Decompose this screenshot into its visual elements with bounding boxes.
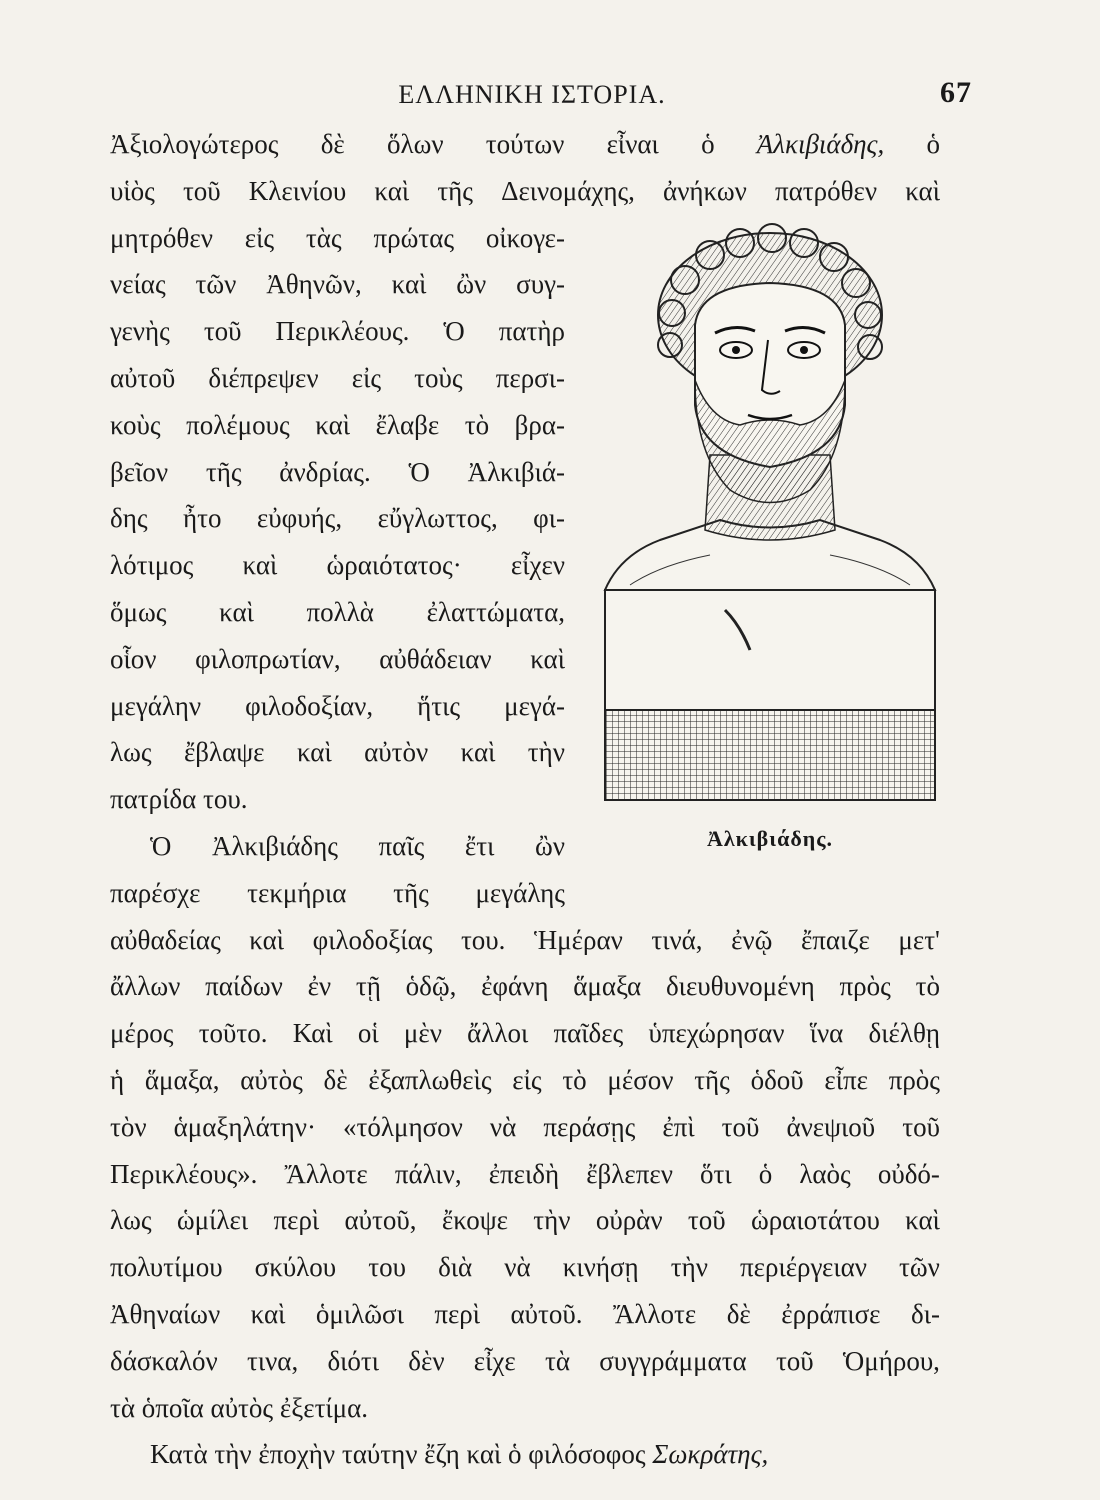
- text-line: λως ἔβλαψε καὶ αὐτὸν καὶ τὴν: [110, 737, 565, 768]
- text-line: μητρόθεν εἰς τὰς πρώτας οἰκογε-: [110, 222, 565, 253]
- text-line: γενὴς τοῦ Περικλέους. Ὁ πατὴρ: [110, 316, 565, 347]
- text-line: κοὺς πολέμους καὶ ἔλαβε τὸ βρα-: [110, 409, 565, 440]
- text-line: τὰ ὁποῖα αὐτὸς ἐξετίμα.: [110, 1392, 369, 1423]
- text-line: ἡ ἅμαξα, αὐτὸς δὲ ἐξαπλωθεὶς εἰς τὸ μέσον τῆς ὁδοῦ εἶπε πρὸς: [110, 1065, 940, 1095]
- text-line: Ἀθηναίων καὶ ὁμιλῶσι περὶ αὐτοῦ. Ἄλλοτε δὲ ἐρράπισε δι-: [110, 1299, 940, 1329]
- text-line: ὅμως καὶ πολλὰ ἐλαττώματα,: [110, 597, 565, 627]
- header-title: ΕΛΛΗΝΙΚΗ ΙΣΤΟΡΙΑ.: [398, 80, 666, 109]
- text-line: οἷον φιλοπρωτίαν, αὐθάδειαν καὶ: [110, 643, 565, 674]
- text-line: λότιμος καὶ ὡραιότατος· εἶχεν: [110, 550, 565, 581]
- text-line: Κατὰ τὴν ἐποχὴν ταύτην ἔζη καὶ ὁ φιλόσοφος Σωκράτης,: [150, 1439, 769, 1470]
- text-line: υἱὸς τοῦ Κλεινίου καὶ τῆς Δεινομάχης, ἀνήκων πατρόθεν καὶ: [110, 175, 940, 206]
- text-line: μεγάλην φιλοδοξίαν, ἥτις μεγά-: [110, 690, 565, 721]
- bust-engraving: [600, 205, 940, 805]
- running-header: [104, 76, 972, 120]
- text-line: μέρος τοῦτο. Καὶ οἱ μὲν ἄλλοι παῖδες ὑπεχώρησαν ἵνα διέλθῃ: [110, 1018, 940, 1049]
- text-line: πατρίδα του.: [110, 784, 248, 815]
- text-line: δης ἦτο εὐφυής, εὔγλωττος, φι-: [110, 503, 565, 534]
- page-number: 67: [940, 76, 972, 109]
- text-line: Περικλέους». Ἄλλοτε πάλιν, ἐπειδὴ ἔβλεπεν ὅτι ὁ λαὸς οὐδό-: [110, 1158, 940, 1189]
- text-line: πολυτίμου σκύλου του διὰ νὰ κινήσῃ τὴν περιέργειαν τῶν: [110, 1252, 940, 1283]
- text-line: δάσκαλόν τινα, διότι δὲν εἶχε τὰ συγγράμματα τοῦ Ὁμήρου,: [110, 1345, 940, 1376]
- text-line: αὐθαδείας καὶ φιλοδοξίας του. Ἡμέραν τινά, ἐνῷ ἔπαιζε μετ': [110, 924, 940, 955]
- alcibiades-bust-illustration: [600, 205, 940, 805]
- text-line: αὐτοῦ διέπρεψεν εἰς τοὺς περσι-: [110, 363, 565, 393]
- text-line: λως ὡμίλει περὶ αὐτοῦ, ἔκοψε τὴν οὐρὰν τοῦ ὡραιοτάτου καὶ: [110, 1205, 940, 1236]
- text-line: τὸν ἁμαξηλάτην· «τόλμησον νὰ περάσῃς ἐπὶ τοῦ ἀνεψιοῦ τοῦ: [110, 1111, 940, 1142]
- text-line: βεῖον τῆς ἀνδρίας. Ὁ Ἀλκιβιά-: [110, 456, 565, 487]
- text-line: νείας τῶν Ἀθηνῶν, καὶ ὢν συγ-: [110, 269, 565, 300]
- text-line: παρέσχε τεκμήρια τῆς μεγάλης: [110, 877, 565, 908]
- figure-caption: Ἀλκιβιάδης.: [706, 826, 834, 851]
- text-line: Ἀξιολογώτερος δὲ ὅλων τούτων εἶναι ὁ Ἀλκιβιάδης, ὁ: [110, 129, 940, 159]
- text-line: Ὁ Ἀλκιβιάδης παῖς ἔτι ὢν: [150, 831, 565, 861]
- text-line: ἄλλων παίδων ἐν τῇ ὁδῷ, ἐφάνη ἅμαξα διευθυνομένη πρὸς τὸ: [110, 971, 940, 1002]
